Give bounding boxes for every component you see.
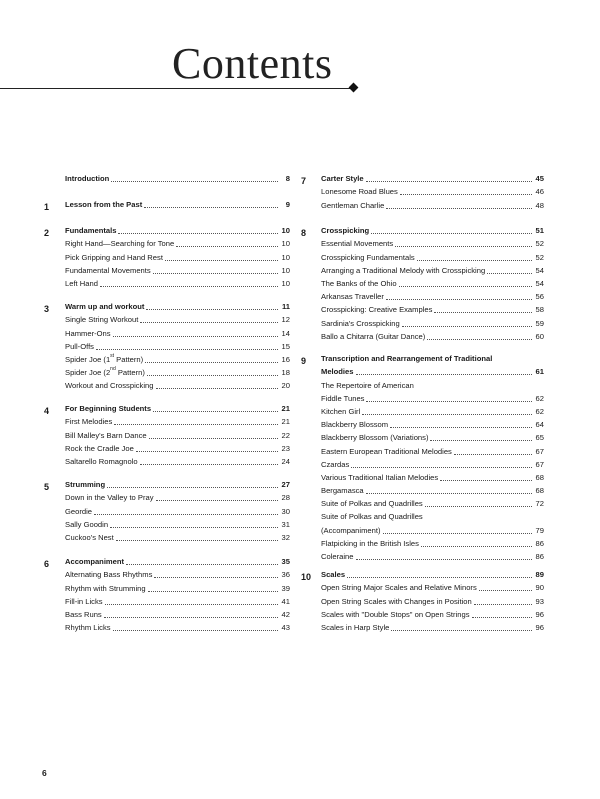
toc-entry-title: Spider Joe (2nd Pattern)	[65, 366, 145, 378]
dot-leader	[100, 286, 278, 287]
toc-entry[interactable]	[65, 366, 290, 379]
toc-entry-page: 89	[535, 570, 544, 580]
toc-entry-title: Czardas	[321, 459, 350, 469]
toc-entry-title: Transcription and Rearrangement of Traditional	[321, 354, 493, 364]
toc-entry[interactable]	[321, 198, 544, 211]
toc-chapter	[301, 224, 544, 343]
toc-entry[interactable]	[321, 431, 544, 444]
toc-entry-title: Eastern European Traditional Melodies	[321, 446, 452, 456]
toc-entry[interactable]	[321, 621, 544, 634]
toc-chapter-heading[interactable]	[321, 352, 544, 365]
toc-entry[interactable]	[321, 316, 544, 329]
dot-leader	[472, 617, 533, 618]
page-number: 6	[42, 768, 47, 778]
toc-entry-title: Introduction	[65, 174, 110, 184]
toc-entry-title: Kitchen Girl	[321, 406, 361, 416]
toc-entry-title: Pick Gripping and Hand Rest	[65, 252, 163, 262]
toc-entry-page: 43	[281, 623, 290, 633]
dot-leader	[425, 506, 532, 507]
toc-entry-title: Sardinia's Crosspicking	[321, 318, 400, 328]
dot-leader	[427, 339, 532, 340]
toc-entry-title: Carter Style	[321, 174, 364, 184]
dot-leader	[391, 630, 532, 631]
chapter-number: 10	[301, 572, 312, 582]
toc-entry-page: 39	[281, 583, 290, 593]
dot-leader	[104, 617, 278, 618]
dot-leader	[144, 207, 278, 208]
toc-entry-title: Accompaniment	[65, 557, 125, 567]
toc-entry-title: Alternating Bass Rhythms	[65, 570, 153, 580]
toc-entry-page: 20	[281, 381, 290, 391]
toc-entry[interactable]	[65, 428, 290, 441]
toc-entry[interactable]	[65, 491, 290, 504]
toc-entry-title: Blackberry Blossom (Variations)	[321, 433, 429, 443]
dot-leader	[430, 440, 532, 441]
toc-entry-title: The Repertoire of American	[321, 380, 414, 390]
toc-entry[interactable]	[321, 608, 544, 621]
toc-entry-page: 27	[281, 480, 290, 490]
dot-leader	[440, 480, 532, 481]
toc-entry[interactable]	[321, 458, 544, 471]
toc-entry-title: Ballo a Chitarra (Guitar Dance)	[321, 331, 426, 341]
toc-entry-page: 52	[535, 239, 544, 249]
dot-leader	[421, 546, 532, 547]
dot-leader	[386, 299, 532, 300]
toc-entry[interactable]	[321, 277, 544, 290]
toc-entry-page: 79	[535, 525, 544, 535]
toc-entry[interactable]	[65, 455, 290, 468]
toc-entry-page: 68	[535, 472, 544, 482]
toc-entry-title: Fiddle Tunes	[321, 393, 365, 403]
dot-leader	[146, 309, 278, 310]
toc-entry-page: 41	[281, 596, 290, 606]
toc-entry[interactable]	[65, 313, 290, 326]
toc-entry-title: Gentleman Charlie	[321, 200, 385, 210]
toc-entry-page: 54	[535, 265, 544, 275]
toc-entry-page: 90	[535, 583, 544, 593]
dot-leader	[118, 233, 278, 234]
chapter-number: 9	[301, 356, 307, 366]
toc-entry-page: 56	[535, 292, 544, 302]
dot-leader	[487, 273, 532, 274]
toc-entry-title: Scales	[321, 570, 346, 580]
toc-entry[interactable]	[65, 442, 290, 455]
toc-entry-title: Bill Malley's Barn Dance	[65, 430, 147, 440]
chapter-number: 5	[44, 482, 50, 492]
toc-entry-title: Single String Workout	[65, 315, 139, 325]
toc-entry[interactable]	[321, 537, 544, 550]
toc-entry-title: Rhythm Licks	[65, 623, 111, 633]
dot-leader	[366, 493, 532, 494]
toc-entry[interactable]	[321, 250, 544, 263]
toc-entry-title: Melodies	[321, 367, 354, 377]
dot-leader	[148, 591, 278, 592]
toc-entry[interactable]	[321, 418, 544, 431]
toc-entry-page: 11	[281, 302, 290, 312]
toc-entry-title: Cuckoo's Nest	[65, 532, 114, 542]
dot-leader	[479, 590, 532, 591]
toc-entry-page: 96	[535, 609, 544, 619]
toc-entry[interactable]	[321, 378, 544, 391]
dot-leader	[136, 451, 278, 452]
toc-entry-title: Fundamentals	[65, 226, 117, 236]
toc-chapter-heading[interactable]	[65, 300, 290, 313]
toc-entry[interactable]	[321, 510, 544, 523]
toc-entry-title: Right Hand—Searching for Tone	[65, 239, 175, 249]
title-rule	[0, 88, 352, 89]
toc-entry-title: The Banks of the Ohio	[321, 278, 397, 288]
toc-entry-page: 30	[281, 506, 290, 516]
chapter-number: 7	[301, 176, 307, 186]
dot-leader	[390, 427, 532, 428]
dot-leader	[356, 374, 533, 375]
dot-leader	[399, 286, 532, 287]
chapter-number: 6	[44, 559, 50, 569]
toc-chapter	[44, 478, 290, 544]
dot-leader	[154, 577, 278, 578]
toc-entry-page: 8	[285, 174, 290, 184]
toc-entry-title: Left Hand	[65, 278, 98, 288]
toc-entry-page: 51	[535, 226, 544, 236]
toc-chapter-heading[interactable]	[321, 172, 544, 185]
toc-entry[interactable]	[65, 250, 290, 263]
toc-entry-title: First Melodies	[65, 417, 113, 427]
dot-leader	[126, 564, 278, 565]
dot-leader	[395, 246, 532, 247]
toc-entry[interactable]	[65, 353, 290, 366]
toc-entry-title: Crosspicking Fundamentals	[321, 252, 415, 262]
toc-entry[interactable]	[65, 568, 290, 581]
diamond-ornament-icon	[349, 83, 359, 93]
dot-leader	[107, 487, 278, 488]
toc-chapter	[301, 172, 544, 212]
toc-entry-page: 48	[535, 200, 544, 210]
toc-entry-title: Suite of Polkas and Quadrilles	[321, 512, 423, 522]
toc-chapter-heading[interactable]	[65, 555, 290, 568]
dot-leader	[140, 322, 278, 323]
toc-chapter-heading[interactable]	[321, 365, 544, 378]
toc-entry-title: Strumming	[65, 480, 106, 490]
dot-leader	[156, 500, 279, 501]
toc-entry-title: Lonesome Road Blues	[321, 187, 398, 197]
toc-entry-page: 12	[281, 315, 290, 325]
toc-entry[interactable]	[321, 581, 544, 594]
toc-entry-page: 10	[281, 265, 290, 275]
toc-entry[interactable]	[65, 379, 290, 392]
toc-entry-page: 62	[535, 406, 544, 416]
toc-entry-title: Rock the Cradle Joe	[65, 443, 134, 453]
toc-chapter-heading[interactable]	[321, 224, 544, 237]
toc-entry-page: 93	[535, 596, 544, 606]
dot-leader	[113, 630, 278, 631]
toc-entry[interactable]	[321, 330, 544, 343]
toc-entry[interactable]	[65, 504, 290, 517]
toc-entry-title: Fundamental Movements	[65, 265, 151, 275]
page-title: Contents	[172, 39, 333, 88]
toc-entry[interactable]	[65, 326, 290, 339]
toc-chapter-heading[interactable]	[65, 172, 290, 185]
dot-leader	[383, 533, 532, 534]
toc-entry[interactable]	[321, 471, 544, 484]
toc-chapter	[44, 300, 290, 392]
toc-entry-title: Blackberry Blossom	[321, 420, 389, 430]
toc-entry-page: 14	[281, 328, 290, 338]
toc-entry-title: Fill-in Licks	[65, 596, 103, 606]
dot-leader	[356, 559, 532, 560]
dot-leader	[116, 540, 278, 541]
toc-entry[interactable]	[321, 290, 544, 303]
toc-entry-title: Flatpicking in the British Isles	[321, 538, 419, 548]
dot-leader	[165, 260, 278, 261]
dot-leader	[110, 527, 278, 528]
toc-entry[interactable]	[65, 595, 290, 608]
dot-leader	[153, 411, 278, 412]
dot-leader	[147, 375, 278, 376]
dot-leader	[454, 454, 532, 455]
dot-leader	[400, 194, 532, 195]
dot-leader	[474, 604, 532, 605]
toc-entry-title: (Accompaniment)	[321, 525, 381, 535]
toc-chapter-heading[interactable]	[65, 224, 290, 237]
toc-entry-page: 52	[535, 252, 544, 262]
toc-entry[interactable]	[65, 621, 290, 634]
toc-entry-title: Sally Goodin	[65, 519, 109, 529]
toc-entry[interactable]	[65, 264, 290, 277]
toc-entry-page: 22	[281, 430, 290, 440]
toc-entry[interactable]	[321, 594, 544, 607]
toc-entry-page: 10	[281, 239, 290, 249]
toc-entry-page: 10	[281, 252, 290, 262]
toc-entry-page: 28	[281, 493, 290, 503]
toc-entry-page: 59	[535, 318, 544, 328]
dot-leader	[386, 208, 532, 209]
toc-chapter-heading[interactable]	[65, 478, 290, 491]
toc-entry-page: 42	[281, 609, 290, 619]
toc-entry-title: Hammer-Ons	[65, 328, 111, 338]
toc-entry-title: Workout and Crosspicking	[65, 381, 154, 391]
toc-entry-title: Bergamasca	[321, 486, 364, 496]
toc-entry-page: 96	[535, 622, 544, 632]
toc-chapter	[301, 352, 544, 563]
dot-leader	[362, 414, 532, 415]
toc-entry-title: Open String Major Scales and Relative Minors	[321, 583, 477, 593]
chapter-number: 2	[44, 228, 50, 238]
toc-chapter-heading[interactable]	[65, 402, 290, 415]
toc-entry[interactable]	[65, 277, 290, 290]
dot-leader	[417, 260, 532, 261]
toc-chapter	[301, 568, 544, 634]
dot-leader	[402, 326, 532, 327]
toc-entry[interactable]	[321, 497, 544, 510]
toc-entry-page: 65	[535, 433, 544, 443]
toc-entry-page: 86	[535, 552, 544, 561]
toc-entry-page: 86	[535, 538, 544, 548]
toc-entry-page: 23	[281, 443, 290, 453]
toc-entry[interactable]	[321, 392, 544, 405]
toc-entry-title: Crosspicking	[321, 226, 370, 236]
toc-entry[interactable]	[65, 531, 290, 544]
chapter-number: 3	[44, 304, 50, 314]
toc-entry-page: 61	[535, 367, 544, 377]
dot-leader	[140, 464, 278, 465]
toc-entry-title: Open String Scales with Changes in Position	[321, 596, 472, 606]
toc-entry-page: 58	[535, 305, 544, 315]
toc-entry-page: 46	[535, 187, 544, 197]
dot-leader	[366, 181, 532, 182]
toc-entry-page: 60	[535, 331, 544, 341]
dot-leader	[96, 349, 278, 350]
dot-leader	[434, 312, 532, 313]
toc-entry[interactable]	[321, 550, 544, 563]
toc-entry[interactable]	[321, 264, 544, 277]
dot-leader	[366, 401, 532, 402]
toc-entry-title: Saltarello Romagnolo	[65, 456, 138, 466]
toc-entry-title: Bass Runs	[65, 609, 102, 619]
toc-entry-title: Crosspicking: Creative Examples	[321, 305, 433, 315]
dot-leader	[371, 233, 532, 234]
toc-entry-title: For Beginning Students	[65, 404, 152, 414]
dot-leader	[105, 604, 278, 605]
dot-leader	[347, 577, 532, 578]
toc-entry-title: Arkansas Traveller	[321, 292, 384, 302]
toc-entry-title: Down in the Valley to Pray	[65, 493, 154, 503]
toc-entry-page: 45	[535, 174, 544, 184]
dot-leader	[351, 467, 532, 468]
toc-entry[interactable]	[65, 581, 290, 594]
dot-leader	[94, 514, 278, 515]
toc-entry[interactable]	[321, 444, 544, 457]
toc-entry-title: Essential Movements	[321, 239, 394, 249]
dot-leader	[111, 181, 278, 182]
toc-entry[interactable]	[65, 340, 290, 353]
toc-entry-page: 67	[535, 446, 544, 456]
toc-entry-page: 18	[281, 368, 290, 378]
toc-entry-page: 54	[535, 278, 544, 288]
toc-entry[interactable]	[321, 405, 544, 418]
toc-entry[interactable]	[65, 415, 290, 428]
toc-chapter	[44, 198, 290, 212]
toc-entry-page: 21	[281, 404, 290, 414]
chapter-number: 8	[301, 228, 307, 238]
toc-entry-page: 15	[281, 341, 290, 351]
toc-entry-title: Arranging a Traditional Melody with Crosspicking	[321, 265, 486, 275]
toc-entry-title: Suite of Polkas and Quadrilles	[321, 499, 423, 509]
toc-chapter-heading[interactable]	[65, 198, 290, 211]
toc-chapter	[44, 224, 290, 290]
dot-leader	[145, 362, 278, 363]
toc-entry[interactable]	[321, 484, 544, 497]
toc-entry-page: 10	[281, 226, 290, 236]
dot-leader	[153, 273, 278, 274]
toc-entry-page: 68	[535, 486, 544, 496]
toc-entry[interactable]	[65, 237, 290, 250]
toc-entry-page: 62	[535, 393, 544, 403]
toc-entry[interactable]	[65, 608, 290, 621]
toc-entry-page: 21	[281, 417, 290, 427]
toc-entry-page: 31	[281, 519, 290, 529]
toc-entry[interactable]	[321, 523, 544, 536]
toc-entry[interactable]	[65, 518, 290, 531]
toc-entry-title: Spider Joe (1st Pattern)	[65, 352, 144, 364]
toc-entry-page: 67	[535, 459, 544, 469]
toc-entry-page: 36	[281, 570, 290, 580]
toc-entry[interactable]	[321, 303, 544, 316]
toc-entry-title: Pull-Offs	[65, 341, 94, 351]
toc-entry-page: 9	[285, 200, 290, 210]
toc-entry-page: 24	[281, 456, 290, 466]
toc-chapter-heading[interactable]	[321, 568, 544, 581]
toc-chapter	[48, 172, 290, 185]
dot-leader	[113, 336, 278, 337]
toc-entry-title: Scales in Harp Style	[321, 622, 390, 632]
toc-entry-page: 64	[535, 420, 544, 430]
toc-entry-title: Coleraine	[321, 552, 354, 561]
chapter-number: 1	[44, 202, 50, 212]
toc-entry-title: Scales with "Double Stops" on Open Strings	[321, 609, 470, 619]
toc-entry-page: 10	[281, 278, 290, 288]
toc-entry-title: Geordie	[65, 506, 93, 516]
toc-entry-page: 72	[535, 499, 544, 509]
toc-entry-title: Various Traditional Italian Melodies	[321, 472, 439, 482]
dot-leader	[149, 438, 278, 439]
toc-entry[interactable]	[321, 185, 544, 198]
toc-entry-page: 35	[281, 557, 290, 567]
toc-entry-title: Warm up and workout	[65, 302, 145, 312]
toc-entry-title: Rhythm with Strumming	[65, 583, 146, 593]
toc-entry-title: Lesson from the Past	[65, 200, 143, 210]
toc-entry-page: 16	[281, 354, 290, 364]
toc-entry[interactable]	[321, 237, 544, 250]
dot-leader	[176, 246, 278, 247]
dot-leader	[156, 388, 279, 389]
toc-chapter	[44, 402, 290, 468]
dot-leader	[114, 424, 278, 425]
toc-chapter	[44, 555, 290, 634]
toc-entry-page: 32	[281, 532, 290, 542]
chapter-number: 4	[44, 406, 50, 416]
